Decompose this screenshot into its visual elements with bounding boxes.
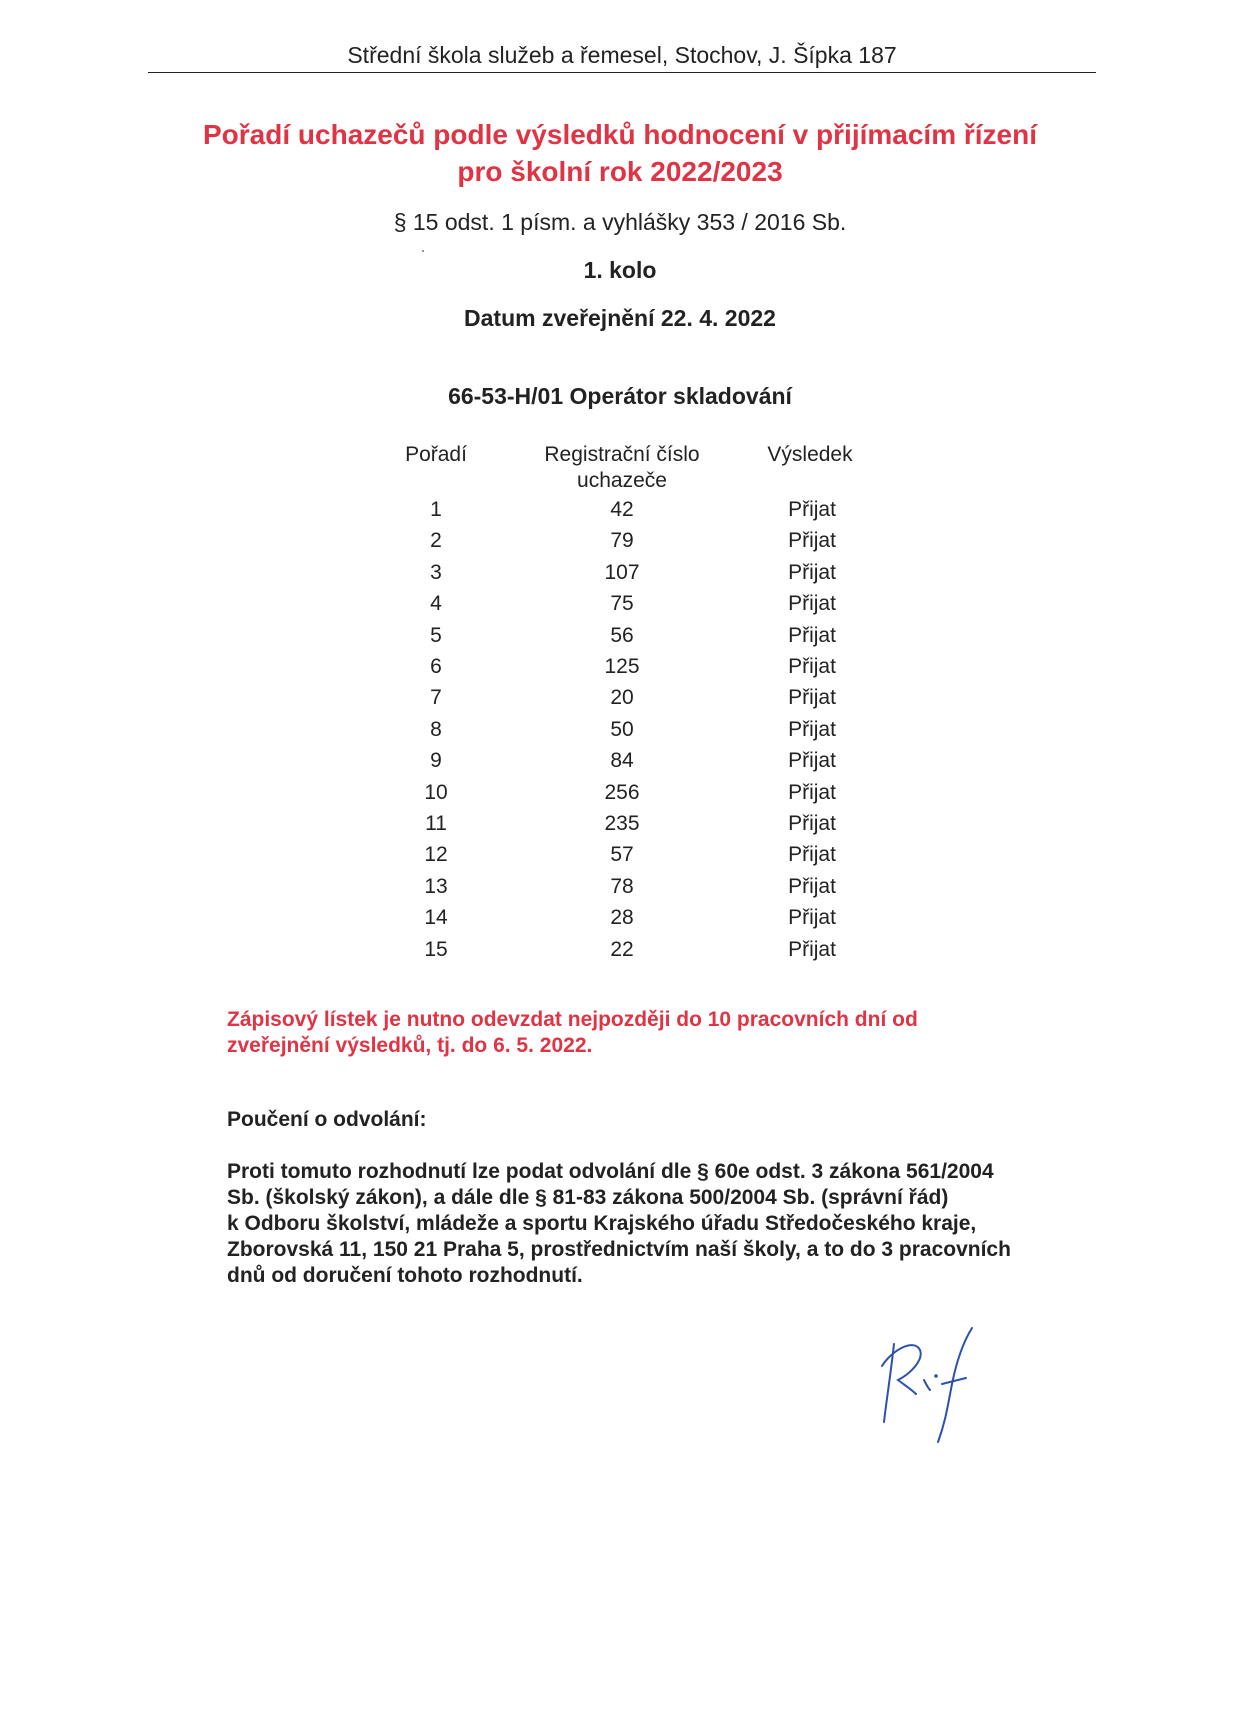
rank-cell: 13 [424, 875, 448, 898]
appeal-line: Proti tomuto rozhodnutí lze podat odvolání dle § 60e odst. 3 zákona 561/2004 [227, 1160, 994, 1183]
registration-number-cell: 50 [610, 718, 634, 741]
rank-cell: 10 [424, 781, 448, 804]
result-cell: Přijat [788, 812, 836, 835]
registration-number-cell: 57 [610, 843, 634, 866]
registration-number-cell: 20 [610, 686, 634, 709]
registration-number-cell: 107 [604, 561, 640, 584]
rank-cell: 7 [430, 686, 442, 709]
result-cell: Přijat [788, 529, 836, 552]
result-cell: Přijat [788, 561, 836, 584]
document-title-line1: Pořadí uchazečů podle výsledků hodnocení v přijímacím řízení [203, 119, 1037, 150]
column-header-registration [524, 442, 720, 494]
appeal-heading: Poučení o odvolání: [227, 1108, 427, 1131]
appeal-line: k Odboru školství, mládeže a sportu Krajského úřadu Středočeského kraje, [227, 1212, 977, 1235]
handwritten-signature [866, 1324, 986, 1444]
rank-cell: 2 [430, 529, 442, 552]
rank-cell: 1 [430, 498, 442, 521]
column-header-registration-line1: Registrační číslo [544, 443, 700, 466]
rank-cell: 3 [430, 561, 442, 584]
column-header-rank: Pořadí [405, 443, 467, 466]
school-header: Střední škola služeb a řemesel, Stochov, J. Šípka 187 [347, 42, 897, 68]
rank-cell: 4 [430, 592, 442, 615]
registration-number-cell: 84 [610, 749, 634, 772]
registration-number-cell: 256 [604, 781, 640, 804]
registration-number-cell: 42 [610, 498, 634, 521]
registration-number-cell: 78 [610, 875, 634, 898]
registration-number-cell: 75 [610, 592, 634, 615]
regulation-reference: § 15 odst. 1 písm. a vyhlášky 353 / 2016 Sb. [393, 209, 847, 235]
result-cell: Přijat [788, 718, 836, 741]
column-header-registration-line2: uchazeče [577, 469, 667, 492]
registration-number-cell: 56 [610, 624, 634, 647]
rank-cell: 11 [425, 812, 447, 835]
rank-cell: 9 [430, 749, 442, 772]
rank-cell: 14 [424, 906, 448, 929]
result-cell: Přijat [788, 781, 836, 804]
registration-number-cell: 125 [604, 655, 640, 678]
result-cell: Přijat [788, 498, 836, 521]
rank-cell: 5 [430, 624, 442, 647]
registration-number-cell: 235 [604, 812, 640, 835]
result-cell: Přijat [788, 655, 836, 678]
study-program: 66-53-H/01 Operátor skladování [448, 383, 792, 409]
enrollment-notice-line2: zveřejnění výsledků, tj. do 6. 5. 2022. [227, 1034, 593, 1057]
appeal-line: dnů od doručení tohoto rozhodnutí. [227, 1264, 583, 1287]
rank-cell: 6 [430, 655, 442, 678]
result-cell: Přijat [788, 592, 836, 615]
enrollment-notice [227, 1007, 1107, 1059]
result-cell: Přijat [788, 843, 836, 866]
column-header-result: Výsledek [767, 443, 853, 466]
result-cell: Přijat [788, 624, 836, 647]
appeal-instructions [227, 1159, 1107, 1289]
result-cell: Přijat [788, 686, 836, 709]
registration-number-cell: 79 [610, 529, 634, 552]
publication-date: Datum zveřejnění 22. 4. 2022 [464, 305, 776, 331]
rank-cell: 8 [430, 718, 442, 741]
result-cell: Přijat [788, 938, 836, 961]
rank-cell: 12 [424, 843, 448, 866]
enrollment-notice-line1: Zápisový lístek je nutno odevzdat nejpozději do 10 pracovních dní od [227, 1008, 918, 1031]
result-cell: Přijat [788, 906, 836, 929]
appeal-line: Sb. (školský zákon), a dále dle § 81-83 zákona 500/2004 Sb. (správní řád) [227, 1186, 949, 1209]
result-cell: Přijat [788, 749, 836, 772]
result-cell: Přijat [788, 875, 836, 898]
registration-number-cell: 22 [610, 938, 634, 961]
admission-round: 1. kolo [583, 257, 657, 283]
document-title-line2: pro školní rok 2022/2023 [457, 156, 783, 187]
rank-cell: 15 [424, 938, 448, 961]
registration-number-cell: 28 [610, 906, 634, 929]
appeal-line: Zborovská 11, 150 21 Praha 5, prostřednictvím naší školy, a to do 3 pracovních [227, 1238, 1011, 1261]
